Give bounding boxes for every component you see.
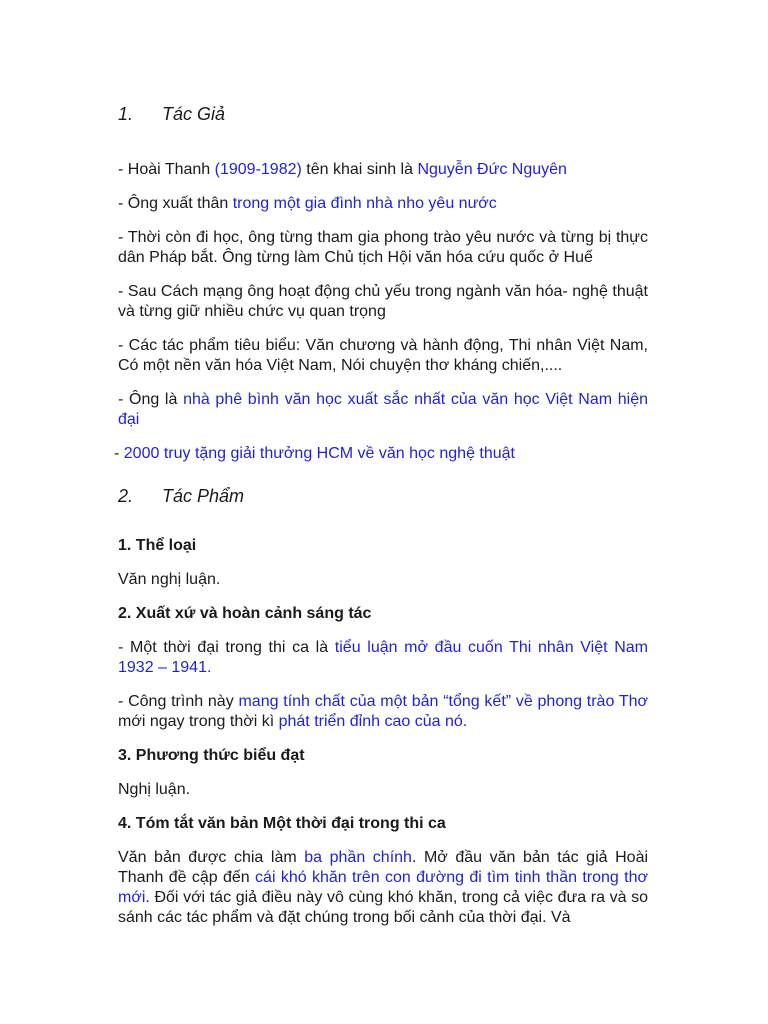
paragraph-genre: Văn nghị luận. [118, 571, 221, 588]
text-run: tên khai sinh là [301, 161, 418, 178]
section-2-title: Tác Phẩm [162, 486, 245, 506]
paragraph-summary [118, 848, 648, 928]
text-run: - Ông là [118, 391, 184, 408]
highlight-essay: tiểu luận mở đầu cuốn Thi nhân Việt Nam 1932 – 1941. [118, 639, 648, 676]
text-run: - Ông xuất thân [118, 195, 233, 212]
section-1-heading [118, 100, 648, 128]
paragraph-critic [118, 390, 648, 430]
document-content [114, 100, 649, 928]
paragraph-essay [118, 638, 648, 678]
highlight-years: (1909-1982) [214, 161, 302, 178]
text-run: mới ngay trong thời kì [118, 713, 279, 730]
section-1-title: Tác Giả [162, 104, 226, 124]
paragraph-award [114, 444, 648, 464]
highlight-birth-name: Nguyễn Đức Nguyên [417, 161, 567, 178]
highlight-three-parts: ba phần chính [304, 849, 412, 866]
highlight-critic: nhà phê bình văn học xuất sắc nhất của văn học Việt Nam hiện đại [118, 391, 648, 428]
highlight-origin: trong một gia đình nhà nho yêu nước [232, 195, 497, 212]
highlight-difficulty: cái khó khăn trên con đường đi tìm tinh thần trong thơ mới [118, 869, 648, 906]
paragraph-school: - Thời còn đi học, ông từng tham gia phong trào yêu nước và từng bị thực dân Pháp bắt. Ông từng làm Chủ tịch Hội văn hóa cứu quốc ở Huế [118, 229, 648, 266]
text-run: - Công trình này [118, 693, 239, 710]
highlight-summary: mang tính chất của một bản “tổng kết” về phong trào Thơ [238, 693, 649, 710]
subheading-genre: 1. Thể loại [118, 537, 197, 554]
text-run: - Một thời đại trong thi ca là [118, 639, 335, 656]
subheading-origin: 2. Xuất xứ và hoàn cảnh sáng tác [118, 605, 372, 622]
paragraph-summary-nature [118, 692, 648, 732]
subheading-mode: 3. Phương thức biểu đạt [118, 747, 305, 764]
highlight-peak: phát triển đỉnh cao của nó. [278, 713, 468, 730]
text-run: . Mở đầu văn bản tác giả Hoài Thanh đề cập đến [118, 849, 649, 886]
paragraph-works: - Các tác phẩm tiêu biểu: Văn chương và hành động, Thi nhân Việt Nam, Có một nền văn hóa Việt Nam, Nói chuyện thơ kháng chiến,.... [118, 337, 648, 374]
subheading-summary: 4. Tóm tắt văn bản Một thời đại trong thi ca [118, 815, 446, 832]
highlight-award: 2000 truy tặng giải thưởng HCM về văn học nghệ thuật [123, 445, 515, 462]
text-run: - [114, 445, 124, 462]
text-run: . Đối với tác giả điều này vô cùng khó khăn, trong cả việc đưa ra và so sánh các tác phẩm và đặt chúng trong bối cảnh của thời đại. Và [118, 889, 648, 926]
paragraph-origin [118, 194, 648, 214]
section-1-number: 1. [118, 104, 134, 124]
paragraph-revolution: - Sau Cách mạng ông hoạt động chủ yếu trong ngành văn hóa- nghệ thuật và từng giữ nhiều chức vụ quan trọng [118, 283, 648, 320]
text-run: Văn bản được chia làm [118, 849, 305, 866]
text-run: - Hoài Thanh [118, 161, 215, 178]
section-2-number: 2. [118, 486, 134, 506]
paragraph-birth [118, 160, 648, 180]
paragraph-mode: Nghị luận. [118, 781, 191, 798]
section-2-heading [118, 482, 648, 510]
